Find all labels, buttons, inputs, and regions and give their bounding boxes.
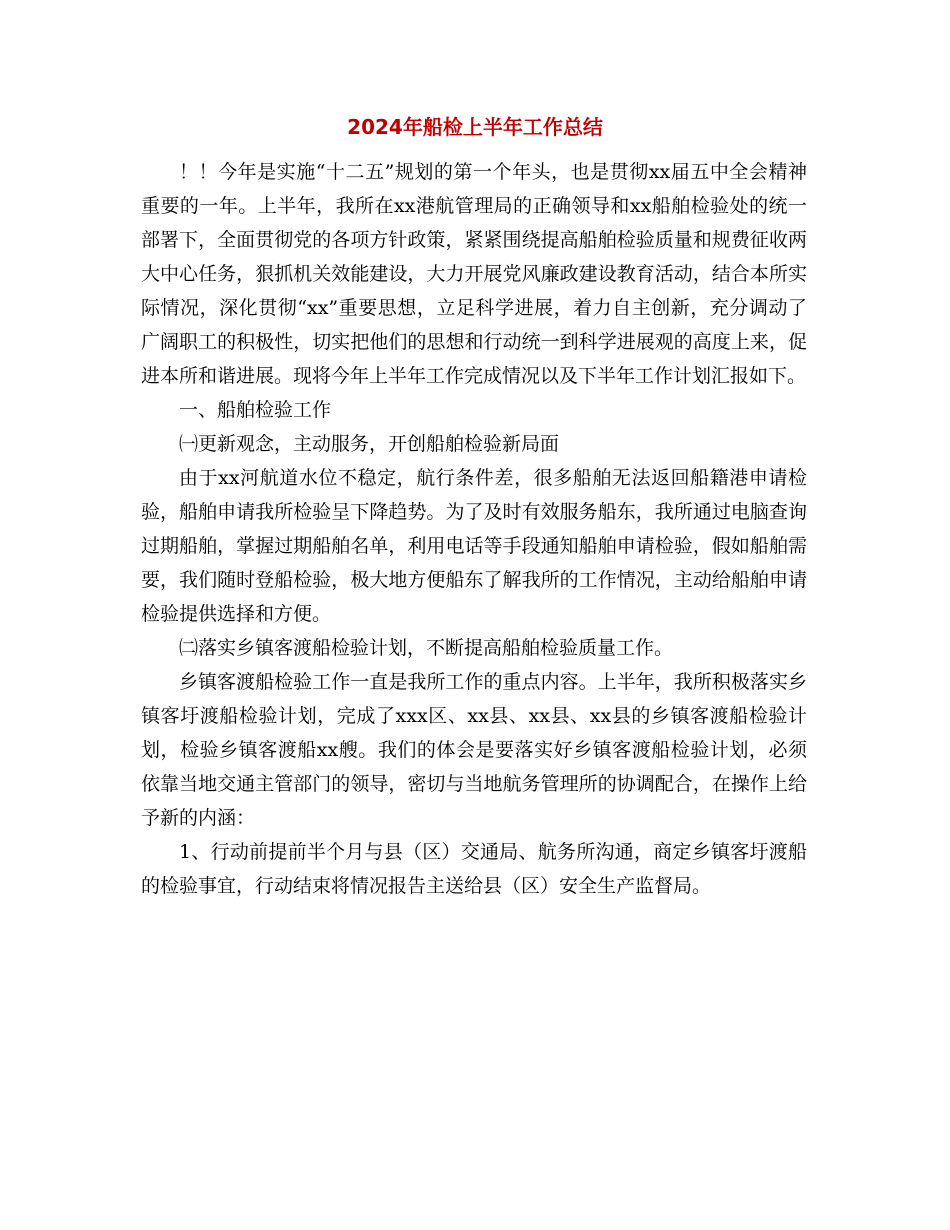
subsection-heading-2: ㈡落实乡镇客渡船检验计划，不断提高船舶检验质量工作。 bbox=[179, 637, 674, 659]
intro-paragraph: ！！今年是实施“十二五”规划的第一个年头，也是贯彻xx届五中全会精神重要的一年。上半年，我所在xx港航管理局的正确领导和xx船舶检验处的统一部署下，全面贯彻党的各项方针政策，紧紧围绕提高船舶检验质量和规费征收两大中心任务，狠抓机关效能建设，大力开展党风廉政建设教育活动，结合本所实际情况，深化贯彻“xx”重要思想，立足科学进展，着力自主创新，充分调动了广阔职工的积极性，切实把他们的思想和行动统一到科学进展观的高度上来，促进本所和谐进展。现将今年上半年工作完成情况以及下半年工作计划汇报如下。 bbox=[141, 161, 807, 387]
body-paragraph: 由于xx河航道水位不稳定，航行条件差，很多船舶无法返回船籍港申请检验，船舶申请我所检验呈下降趋势。为了及时有效服务船东，我所通过电脑查询过期船舶，掌握过期船舶名单，利用电话等手段通知船舶申请检验，假如船舶需要，我们随时登船检验，极大地方便船东了解我所的工作情况，主动给船舶申请检验提供选择和方便。 bbox=[141, 467, 807, 625]
document-title: 2024年船检上半年工作总结 bbox=[347, 115, 603, 139]
body-paragraph: 乡镇客渡船检验工作一直是我所工作的重点内容。上半年，我所积极落实乡镇客圩渡船检验计划，完成了xxx区、xx县、xx县、xx县的乡镇客渡船检验计划，检验乡镇客渡船xx艘。我们的体会是要落实好乡镇客渡船检验计划，必须依靠当地交通主管部门的领导，密切与当地航务管理所的协调配合，在操作上给予新的内涵： bbox=[141, 671, 807, 829]
subsection-heading-1: ㈠更新观念，主动服务，开创船舶检验新局面 bbox=[179, 433, 560, 455]
list-item-1: 1、行动前提前半个月与县（区）交通局、航务所沟通，商定乡镇客圩渡船的检验事宜，行动结束将情况报告主送给县（区）安全生产监督局。 bbox=[141, 841, 807, 897]
document-body bbox=[141, 155, 807, 903]
section-heading-ship-inspection: 一、船舶检验工作 bbox=[179, 399, 332, 421]
